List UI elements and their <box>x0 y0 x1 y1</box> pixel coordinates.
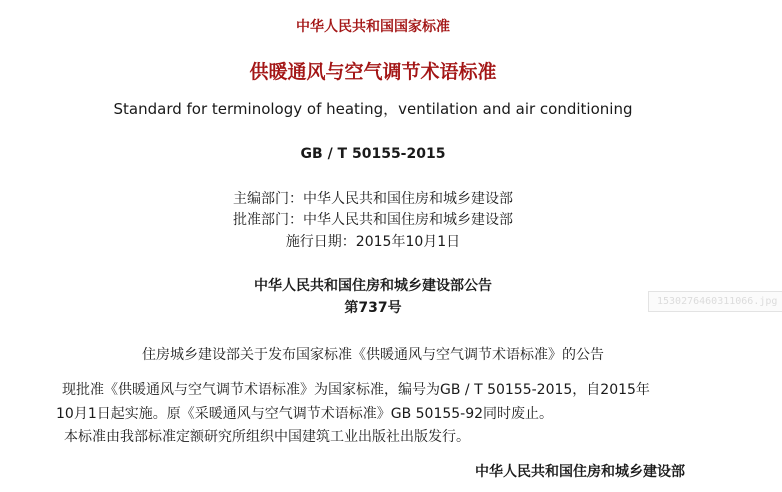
image-filename-watermark: 1530276460311066.jpg <box>648 291 782 312</box>
approval-department: 批准部门：中华人民共和国住房和城乡建设部 <box>233 212 513 228</box>
signature-organization: 中华人民共和国住房和城乡建设部 <box>475 464 685 480</box>
notice-organization: 中华人民共和国住房和城乡建设部公告 <box>254 278 492 294</box>
standard-number: GB / T 50155-2015 <box>300 146 446 162</box>
notice-subject: 住房城乡建设部关于发布国家标准《供暖通风与空气调节术语标准》的公告 <box>142 347 604 363</box>
document-title-english: Standard for terminology of heating，ventilation and air conditioning <box>113 100 633 118</box>
header-organization: 中华人民共和国国家标准 <box>296 19 450 35</box>
notice-number: 第737号 <box>344 300 402 316</box>
document-title-chinese: 供暖通风与空气调节术语标准 <box>249 61 497 83</box>
notice-paragraph-1-line-1: 现批准《供暖通风与空气调节术语标准》为国家标准，编号为GB / T 50155-2015，自2015年 <box>62 382 650 398</box>
implementation-date: 施行日期：2015年10月1日 <box>285 234 461 250</box>
notice-paragraph-1-line-2: 10月1日起实施。原《采暖通风与空气调节术语标准》GB 50155-92同时废止。 <box>56 406 554 422</box>
chief-editor-department: 主编部门：中华人民共和国住房和城乡建设部 <box>233 191 513 207</box>
notice-paragraph-2: 本标准由我部标准定额研究所组织中国建筑工业出版社出版发行。 <box>64 429 470 445</box>
